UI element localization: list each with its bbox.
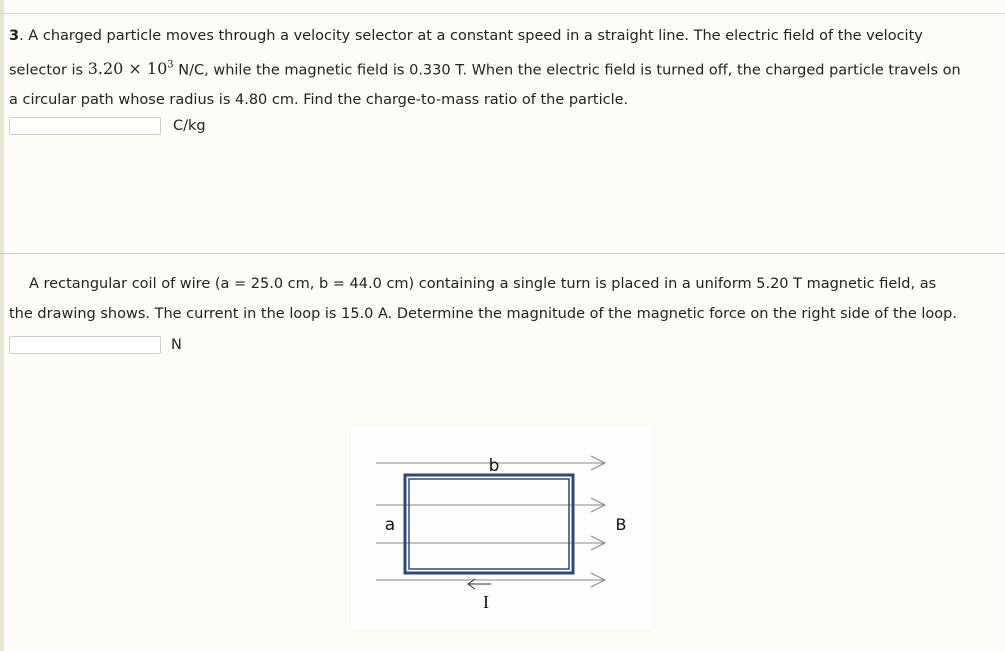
q1-number: 3 — [9, 28, 20, 44]
q2-text — [9, 269, 957, 329]
q1-line-1-text: . A charged particle moves through a velocity selector at a constant speed in a straight line. The electric field of the velocity — [19, 28, 923, 44]
label-b: b — [488, 456, 500, 476]
field-line-2 — [376, 498, 605, 512]
top-divider — [0, 13, 1005, 14]
times-sign: × — [123, 59, 147, 79]
section-divider — [0, 253, 1005, 254]
e-field-value — [88, 59, 174, 78]
field-line-3 — [376, 536, 605, 550]
q1-answer-input[interactable] — [9, 117, 161, 135]
q2-answer-input[interactable] — [9, 336, 161, 354]
q1-line-1 — [9, 21, 961, 51]
q2-line-2: the drawing shows. The current in the loop is 15.0 A. Determine the magnitude of the magnetic force on the right side of the loop. — [9, 306, 957, 322]
label-a: a — [384, 515, 396, 535]
q1-answer-row — [9, 117, 206, 135]
label-I: I — [483, 592, 489, 612]
field-line-4 — [376, 573, 605, 587]
e-base: 10 — [146, 59, 168, 79]
left-border — [0, 0, 4, 651]
coil-loop — [405, 475, 573, 573]
label-B: B — [615, 515, 627, 534]
q1-line-3: a circular path whose radius is 4.80 cm. Find the charge-to-mass ratio of the particle. — [9, 92, 629, 109]
coil-diagram — [351, 425, 653, 630]
q1-text — [9, 21, 961, 115]
q2-answer-row — [9, 336, 182, 354]
q1-line-2 — [9, 51, 961, 85]
e-exponent: 3 — [167, 60, 174, 71]
q1-unit: C/kg — [173, 118, 206, 134]
coil-diagram-svg — [351, 425, 653, 630]
q2-unit: N — [171, 337, 182, 353]
q2-line-1: A rectangular coil of wire (a = 25.0 cm, b = 44.0 cm) containing a single turn is placed in a uniform 5.20 T magnetic field, as — [29, 276, 937, 292]
q1-line-2a: selector is — [9, 62, 88, 79]
q1-line-2b: N/C, while the magnetic field is 0.330 T. When the electric field is turned off, the charged particle travels on — [173, 62, 961, 79]
e-mantissa: 3.20 — [87, 59, 124, 79]
